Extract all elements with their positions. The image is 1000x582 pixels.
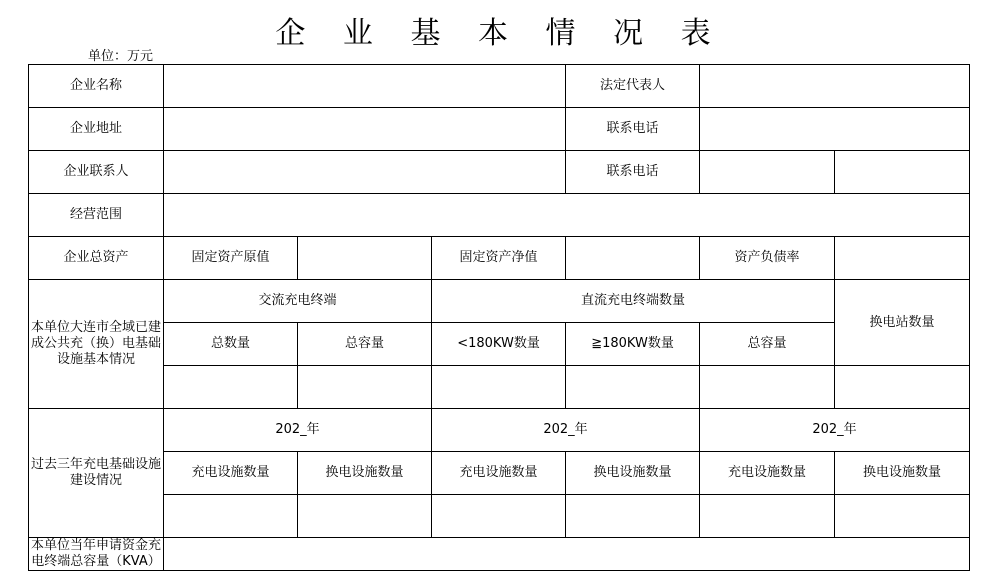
field-dc-lt180[interactable]	[432, 366, 566, 409]
label-y2-swap: 换电设施数量	[566, 452, 700, 495]
label-enterprise-address: 企业地址	[29, 108, 164, 151]
field-phone-2a[interactable]	[700, 151, 835, 194]
field-fixed-asset-net[interactable]	[566, 237, 700, 280]
label-phone-1: 联系电话	[566, 108, 700, 151]
label-ac-total-count: 总数量	[164, 323, 298, 366]
field-swap-station[interactable]	[835, 366, 970, 409]
label-history: 过去三年充电基础设施建设情况	[29, 409, 164, 538]
label-enterprise-name: 企业名称	[29, 65, 164, 108]
field-apply-capacity[interactable]	[164, 538, 970, 571]
field-y1-swap[interactable]	[298, 495, 432, 538]
label-fixed-asset-original: 固定资产原值	[164, 237, 298, 280]
label-dc-ge180: ≧180KW数量	[566, 323, 700, 366]
field-dc-ge180[interactable]	[566, 366, 700, 409]
row-infra-header-2	[29, 323, 970, 366]
label-total-assets: 企业总资产	[29, 237, 164, 280]
row-enterprise-address	[29, 108, 970, 151]
field-phone-1[interactable]	[700, 108, 970, 151]
label-ac-terminal: 交流充电终端	[164, 280, 432, 323]
label-phone-2: 联系电话	[566, 151, 700, 194]
label-dc-total-capacity: 总容量	[700, 323, 835, 366]
enterprise-info-table	[28, 64, 970, 571]
field-phone-2b[interactable]	[835, 151, 970, 194]
label-apply-capacity: 本单位当年申请资金充电终端总容量（KVA）	[29, 538, 164, 571]
label-swap-station: 换电站数量	[835, 280, 970, 366]
row-enterprise-name	[29, 65, 970, 108]
field-legal-rep[interactable]	[700, 65, 970, 108]
label-legal-rep: 法定代表人	[566, 65, 700, 108]
label-infra: 本单位大连市全域已建成公共充（换）电基础设施基本情况	[29, 280, 164, 409]
page-title: 企 业 基 本 情 况 表	[275, 16, 725, 51]
unit-label: 单位：万元	[88, 49, 154, 64]
field-ac-total-count[interactable]	[164, 366, 298, 409]
row-history-values	[29, 495, 970, 538]
label-dc-terminal: 直流充电终端数量	[432, 280, 835, 323]
field-enterprise-address[interactable]	[164, 108, 566, 151]
field-ac-total-capacity[interactable]	[298, 366, 432, 409]
field-dc-total-capacity[interactable]	[700, 366, 835, 409]
label-y1-swap: 换电设施数量	[298, 452, 432, 495]
row-total-assets	[29, 237, 970, 280]
field-business-scope[interactable]	[164, 194, 970, 237]
row-business-scope	[29, 194, 970, 237]
field-debt-ratio[interactable]	[835, 237, 970, 280]
label-business-scope: 经营范围	[29, 194, 164, 237]
field-y3-charge[interactable]	[700, 495, 835, 538]
label-year-3: 202_年	[700, 409, 970, 452]
row-enterprise-contact	[29, 151, 970, 194]
field-y2-swap[interactable]	[566, 495, 700, 538]
field-enterprise-name[interactable]	[164, 65, 566, 108]
field-y1-charge[interactable]	[164, 495, 298, 538]
row-history-years	[29, 409, 970, 452]
label-y1-charge: 充电设施数量	[164, 452, 298, 495]
field-y3-swap[interactable]	[835, 495, 970, 538]
label-year-2: 202_年	[432, 409, 700, 452]
row-history-headers	[29, 452, 970, 495]
field-enterprise-contact[interactable]	[164, 151, 566, 194]
row-apply-capacity	[29, 538, 970, 571]
field-y2-charge[interactable]	[432, 495, 566, 538]
label-year-1: 202_年	[164, 409, 432, 452]
label-ac-total-capacity: 总容量	[298, 323, 432, 366]
label-fixed-asset-net: 固定资产净值	[432, 237, 566, 280]
row-infra-values	[29, 366, 970, 409]
label-y3-charge: 充电设施数量	[700, 452, 835, 495]
label-dc-lt180: <180KW数量	[432, 323, 566, 366]
label-y3-swap: 换电设施数量	[835, 452, 970, 495]
label-y2-charge: 充电设施数量	[432, 452, 566, 495]
label-debt-ratio: 资产负债率	[700, 237, 835, 280]
row-infra-header-1	[29, 280, 970, 323]
field-fixed-asset-original[interactable]	[298, 237, 432, 280]
label-enterprise-contact: 企业联系人	[29, 151, 164, 194]
